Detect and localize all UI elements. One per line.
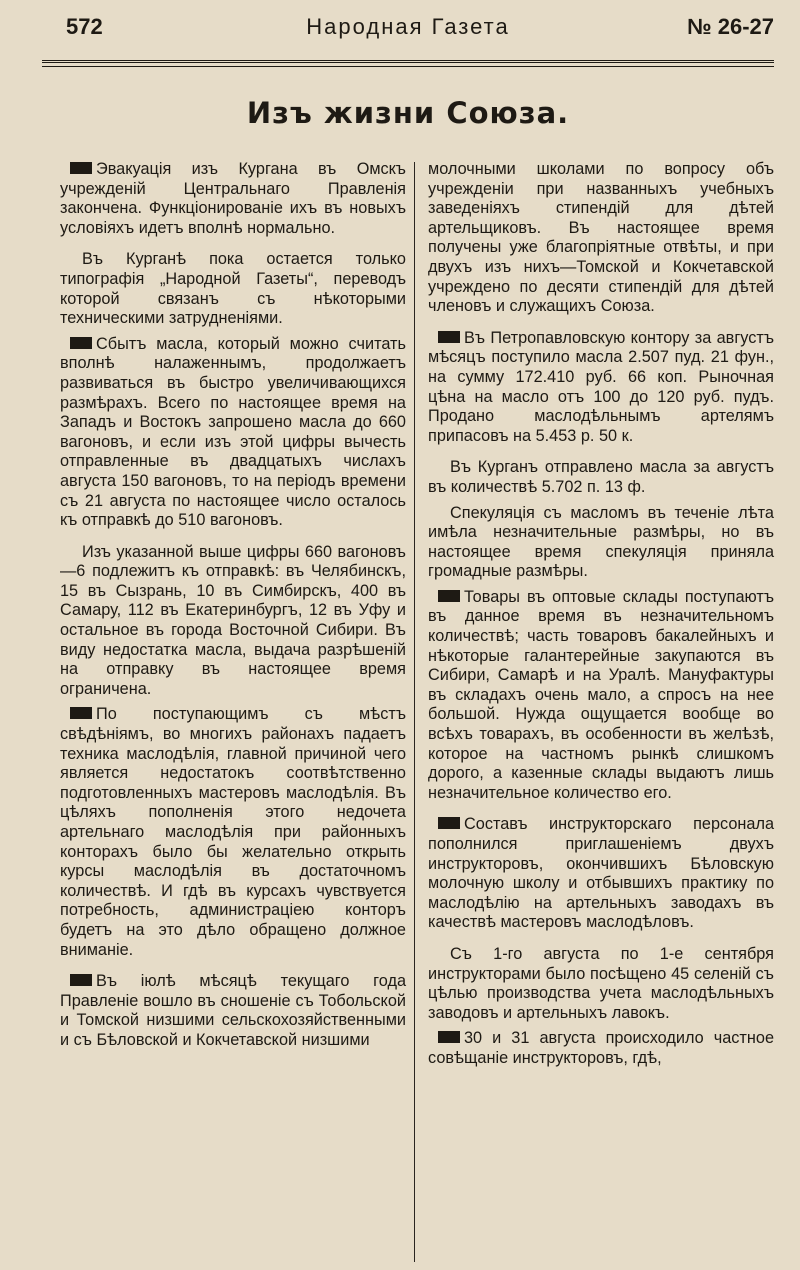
right-column [428, 160, 774, 1081]
paragraph: Товары въ оптовые склады поступаютъ въ данное время въ незначительномъ количествѣ; часть товаровъ бакалейныхъ и нѣкоторые галантерейные закупаются въ Сибири, Самарѣ и на Уралѣ. Мануфактуры въ складахъ очень мало, а спросъ на нее большой. Нужда ощущается вообще во всѣхъ товарахъ, въ особенности въ желѣзѣ, которое на частномъ рынкѣ слишкомъ дорого, а казенные склады выдаютъ лишь незначительное количество его. [428, 587, 774, 802]
paragraph: Эвакуація изъ Кургана въ Омскъ учрежденій Центральнаго Правленія закончена. Функціонированіе ихъ въ новыхъ условіяхъ идетъ вполнѣ нормально. [60, 160, 406, 237]
paragraph: Въ іюлѣ мѣсяцѣ текущаго года Правленіе вошло въ сношеніе съ Тобольской и Томской низшими сельскохозяйственными и съ Бѣловской и Кокчетавской низшими [60, 972, 406, 1049]
column-divider [414, 162, 415, 1262]
paragraph: Спекуляція съ масломъ въ теченіе лѣта имѣла незначительные размѣры, но въ настоящее время спекуляція приняла громадные размѣры. [428, 503, 774, 581]
paragraph-marker-icon [70, 707, 92, 719]
paragraph-marker-icon [438, 1031, 460, 1043]
paragraph: Съ 1-го августа по 1-е сентября инструкторами было посѣщено 45 селеній съ цѣлью производства учета маслодѣльныхъ заводовъ и артельныхъ лавокъ. [428, 944, 774, 1022]
newspaper-title: Народная Газета [306, 14, 510, 39]
paragraph: Изъ указанной выше цифры 660 вагоновъ—6 подлежитъ къ отправкѣ: въ Челябинскъ, 15 въ Сызрань, 10 въ Симбирскъ, 400 въ Самару, 112 въ Екатеринбургъ, 12 въ Уфу и остальное въ города Восточной Сибири. Въ виду недостатка масла, выдача разрѣшеній на отправку въ настоящее время ограничена. [60, 542, 406, 698]
paragraph: Въ Курганѣ пока остается только типографія „Народной Газеты“, переводъ которой связанъ съ нѣкоторыми техническими затрудненіями. [60, 250, 406, 328]
paragraph: По поступающимъ съ мѣстъ свѣдѣніямъ, во многихъ районахъ падаетъ техника маслодѣлія, главной причиной чего является недостатокъ соотвѣтственно подготовленныхъ мастеровъ маслодѣлія. Въ цѣляхъ пополненія этого недочета артельнаго маслодѣлія при районныхъ конторахъ было бы желательно открыть курсы маслодѣлія въ достаточномъ количествѣ. И гдѣ въ курсахъ чувствуется потребность, администраціею конторъ будетъ на это дѣло обращено должное вниманіе. [60, 705, 406, 959]
paragraph-marker-icon [438, 331, 460, 343]
paragraph-marker-icon [70, 162, 92, 174]
paragraph: Сбытъ масла, который можно считать вполнѣ налаженнымъ, продолжаетъ развиваться въ быстро увеличивающихся размѣрахъ. Всего по настоящее время на Западъ и Востокъ запрошено масла до 660 вагоновъ, и если изъ этой цифры вычесть отправленные въ двадцатыхъ числахъ августа 150 вагоновъ, то на періодъ времени съ 21 августа по настоящее число осталось къ отправкѣ до 510 вагоновъ. [60, 334, 406, 530]
paragraph: Составъ инструкторскаго персонала пополнился приглашеніемъ двухъ инструкторовъ, окончившихъ Бѣловскую молочную школу и отбывшихъ практику по маслодѣлію на артельныхъ заводахъ въ качествѣ мастеровъ маслодѣловъ. [428, 815, 774, 932]
issue-number: № 26-27 [687, 14, 774, 39]
paragraph: Въ Петропавловскую контору за августъ мѣсяцъ поступило масла 2.507 пуд. 21 фун., на сумму 172.410 руб. 66 коп. Рыночная цѣна на масло отъ 100 до 120 руб. пудъ. Продано маслодѣльнымъ артелямъ припасовъ на 5.453 р. 50 к. [428, 328, 774, 445]
paragraph-marker-icon [70, 974, 92, 986]
paragraph: 30 и 31 августа происходило частное совѣщаніе инструкторовъ, гдѣ, [428, 1029, 774, 1067]
paragraph-marker-icon [70, 337, 92, 349]
page-header [42, 14, 774, 48]
page-number: 572 [66, 14, 103, 39]
paragraph-marker-icon [438, 590, 460, 602]
paragraph-marker-icon [438, 817, 460, 829]
left-column [60, 160, 406, 1063]
header-rule [42, 60, 774, 67]
section-title: Изъ жизни Союза. [246, 96, 570, 130]
paragraph: Въ Курганъ отправлено масла за августъ въ количествѣ 5.702 п. 13 ф. [428, 458, 774, 496]
paragraph: молочными школами по вопросу объ учрежденіи при названныхъ учебныхъ заведеніяхъ стипендій для дѣтей артельщиковъ. Въ настоящее время получены уже благопріятные отвѣты, и при двухъ изъ нихъ—Томской и Кокчетавской учреждено по десяти стипендій для дѣтей членовъ и служащихъ Союза. [428, 160, 774, 316]
